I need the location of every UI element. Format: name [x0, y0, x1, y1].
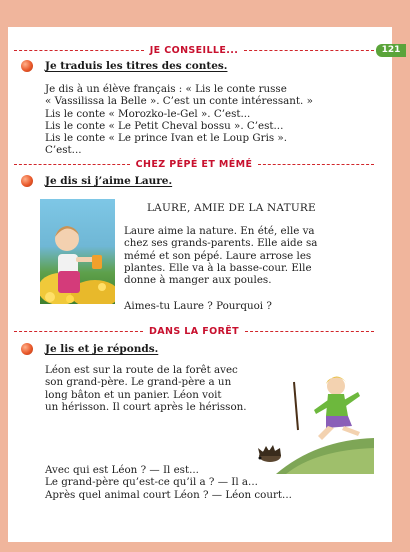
section-header-pepe [14, 158, 374, 170]
bullet-icon [21, 343, 33, 355]
task-title-conseille: Je traduis les titres des contes. [45, 60, 228, 72]
task-title-pepe: Je dis si j’aime Laure. [45, 175, 173, 187]
section-title: CHEZ PÉPÉ ET MÉMÉ [135, 158, 253, 170]
section-title: JE CONSEILLE... [149, 44, 239, 56]
dashed-rule [258, 164, 374, 165]
task-title-foret: Je lis et je réponds. [45, 343, 159, 355]
section-title: DANS LA FORÊT [148, 325, 240, 337]
text-block-leon: Léon est sur la route de la forêt avec son grand-père. Le grand-père a un long bâton et un panier. Léon voit un hérisson. Il court après le hérisson. [45, 364, 247, 413]
questions-leon: Avec qui est Léon ? — Il est... Le grand-père qu’est-ce qu’il a ? — Il a... Après quel animal court Léon ? — Léon court... [45, 464, 292, 501]
dashed-rule [14, 50, 144, 51]
dashed-rule [14, 164, 130, 165]
girl-watering-plants-photo [40, 199, 115, 304]
dashed-rule [245, 331, 374, 332]
bullet-icon [21, 60, 33, 72]
page-number-badge: 121 [376, 44, 406, 57]
section-header-conseille [14, 44, 374, 56]
dashed-rule [14, 331, 143, 332]
question-laure: Aimes-tu Laure ? Pourquoi ? [124, 300, 272, 312]
text-block-conseille: Je dis à un élève français : « Lis le conte russe « Vassilissa la Belle ». C’est un conte intéressant. » Lis le conte « Morozko-le-Gel ». C’est... Lis le conte « Le Petit Cheval bossu ». C’est... Lis le conte « Le prince Ivan et le Loup Gris ». C’est... [45, 83, 313, 157]
story-heading: LAURE, AMIE DE LA NATURE [147, 202, 316, 214]
section-header-foret [14, 325, 374, 337]
bullet-icon [21, 175, 33, 187]
text-block-laure: Laure aime la nature. En été, elle va chez ses grands-parents. Elle aide sa mémé et son pépé. Laure arrose les plantes. Elle va à la basse-cour. Elle donne à manger aux poules. [124, 225, 318, 287]
dashed-rule [244, 50, 374, 51]
